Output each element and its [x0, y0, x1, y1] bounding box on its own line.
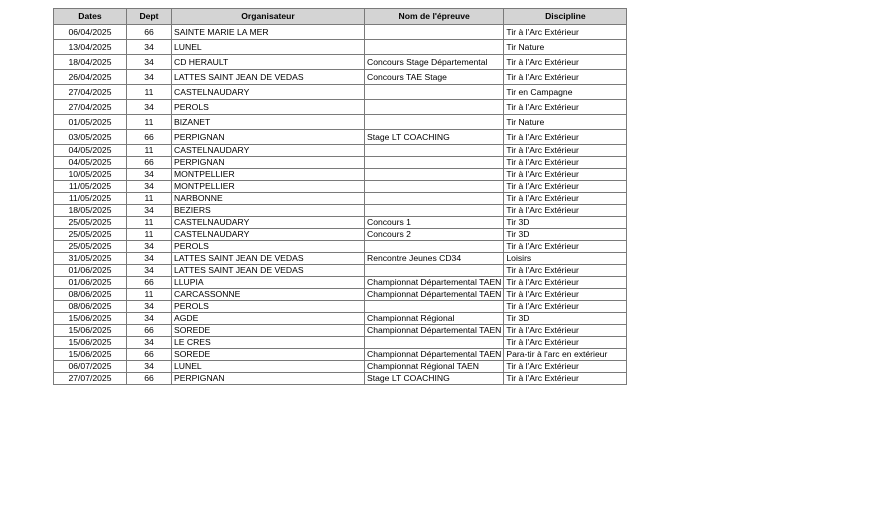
cell-discipline: Loisirs	[504, 253, 627, 265]
cell-discipline: Tir à l'Arc Extérieur	[504, 145, 627, 157]
cell-discipline: Tir 3D	[504, 217, 627, 229]
cell-organisateur: CASTELNAUDARY	[172, 145, 365, 157]
cell-event-name: Rencontre Jeunes CD34	[365, 253, 504, 265]
cell-organisateur: LLUPIA	[172, 277, 365, 289]
cell-organisateur: PEROLS	[172, 100, 365, 115]
cell-organisateur: CASTELNAUDARY	[172, 85, 365, 100]
cell-date: 01/06/2025	[54, 277, 127, 289]
cell-date: 18/05/2025	[54, 205, 127, 217]
table-row	[54, 193, 627, 205]
cell-date: 15/06/2025	[54, 349, 127, 361]
cell-event-name	[365, 205, 504, 217]
cell-organisateur: PERPIGNAN	[172, 157, 365, 169]
cell-discipline: Tir 3D	[504, 229, 627, 241]
cell-discipline: Tir à l'Arc Extérieur	[504, 205, 627, 217]
cell-event-name: Championnat Départemental TAEN	[365, 349, 504, 361]
cell-organisateur: SOREDE	[172, 325, 365, 337]
cell-date: 18/04/2025	[54, 55, 127, 70]
table-row	[54, 55, 627, 70]
table-row	[54, 181, 627, 193]
cell-dept: 66	[127, 349, 172, 361]
cell-organisateur: PERPIGNAN	[172, 373, 365, 385]
cell-dept: 34	[127, 337, 172, 349]
cell-dept: 66	[127, 325, 172, 337]
cell-event-name	[365, 241, 504, 253]
cell-date: 06/07/2025	[54, 361, 127, 373]
cell-event-name	[365, 25, 504, 40]
table-row	[54, 157, 627, 169]
cell-event-name	[365, 301, 504, 313]
cell-dept: 11	[127, 145, 172, 157]
table-row	[54, 361, 627, 373]
cell-dept: 11	[127, 229, 172, 241]
cell-dept: 34	[127, 55, 172, 70]
cell-dept: 66	[127, 130, 172, 145]
cell-organisateur: LATTES SAINT JEAN DE VEDAS	[172, 265, 365, 277]
cell-event-name	[365, 145, 504, 157]
table-row	[54, 373, 627, 385]
cell-discipline: Tir à l'Arc Extérieur	[504, 325, 627, 337]
cell-date: 10/05/2025	[54, 169, 127, 181]
table-row	[54, 301, 627, 313]
cell-dept: 34	[127, 181, 172, 193]
cell-date: 27/04/2025	[54, 100, 127, 115]
cell-event-name	[365, 157, 504, 169]
cell-date: 08/06/2025	[54, 301, 127, 313]
table-row	[54, 325, 627, 337]
cell-date: 06/04/2025	[54, 25, 127, 40]
cell-organisateur: LUNEL	[172, 361, 365, 373]
cell-date: 25/05/2025	[54, 229, 127, 241]
cell-organisateur: BIZANET	[172, 115, 365, 130]
table-row	[54, 169, 627, 181]
cell-discipline: Tir à l'Arc Extérieur	[504, 241, 627, 253]
cell-dept: 66	[127, 25, 172, 40]
cell-dept: 34	[127, 253, 172, 265]
cell-organisateur: NARBONNE	[172, 193, 365, 205]
header-row	[54, 9, 627, 25]
cell-organisateur: PEROLS	[172, 241, 365, 253]
cell-discipline: Tir à l'Arc Extérieur	[504, 277, 627, 289]
cell-date: 27/07/2025	[54, 373, 127, 385]
cell-organisateur: LATTES SAINT JEAN DE VEDAS	[172, 253, 365, 265]
cell-date: 27/04/2025	[54, 85, 127, 100]
cell-organisateur: CASTELNAUDARY	[172, 229, 365, 241]
cell-discipline: Tir à l'Arc Extérieur	[504, 301, 627, 313]
table-row	[54, 277, 627, 289]
table-row	[54, 40, 627, 55]
table-row	[54, 130, 627, 145]
cell-event-name: Concours Stage Départemental	[365, 55, 504, 70]
cell-date: 15/06/2025	[54, 337, 127, 349]
cell-dept: 66	[127, 157, 172, 169]
table-row	[54, 229, 627, 241]
cell-date: 26/04/2025	[54, 70, 127, 85]
cell-organisateur: SOREDE	[172, 349, 365, 361]
cell-discipline: Tir à l'Arc Extérieur	[504, 181, 627, 193]
cell-dept: 34	[127, 100, 172, 115]
table-row	[54, 241, 627, 253]
cell-dept: 11	[127, 193, 172, 205]
cell-discipline: Para-tir à l'arc en extérieur	[504, 349, 627, 361]
cell-event-name	[365, 265, 504, 277]
cell-discipline: Tir à l'Arc Extérieur	[504, 373, 627, 385]
table-row	[54, 145, 627, 157]
table-row	[54, 289, 627, 301]
cell-date: 25/05/2025	[54, 217, 127, 229]
cell-event-name	[365, 40, 504, 55]
cell-date: 13/04/2025	[54, 40, 127, 55]
cell-date: 25/05/2025	[54, 241, 127, 253]
cell-discipline: Tir à l'Arc Extérieur	[504, 25, 627, 40]
cell-date: 31/05/2025	[54, 253, 127, 265]
header-dates: Dates	[54, 9, 127, 25]
table-row	[54, 337, 627, 349]
competition-table	[53, 8, 627, 385]
cell-discipline: Tir à l'Arc Extérieur	[504, 100, 627, 115]
table-row	[54, 25, 627, 40]
cell-date: 04/05/2025	[54, 145, 127, 157]
cell-discipline: Tir à l'Arc Extérieur	[504, 193, 627, 205]
cell-discipline: Tir Nature	[504, 115, 627, 130]
table-row	[54, 349, 627, 361]
cell-dept: 34	[127, 205, 172, 217]
cell-dept: 11	[127, 217, 172, 229]
cell-organisateur: LATTES SAINT JEAN DE VEDAS	[172, 70, 365, 85]
cell-organisateur: CARCASSONNE	[172, 289, 365, 301]
cell-discipline: Tir à l'Arc Extérieur	[504, 361, 627, 373]
cell-event-name: Concours 2	[365, 229, 504, 241]
cell-dept: 34	[127, 361, 172, 373]
cell-discipline: Tir 3D	[504, 313, 627, 325]
table-row	[54, 85, 627, 100]
cell-dept: 34	[127, 313, 172, 325]
cell-discipline: Tir à l'Arc Extérieur	[504, 337, 627, 349]
cell-event-name	[365, 100, 504, 115]
cell-dept: 66	[127, 373, 172, 385]
cell-discipline: Tir à l'Arc Extérieur	[504, 157, 627, 169]
cell-event-name	[365, 193, 504, 205]
cell-dept: 34	[127, 70, 172, 85]
cell-date: 08/06/2025	[54, 289, 127, 301]
header-event-name: Nom de l'épreuve	[365, 9, 504, 25]
cell-date: 15/06/2025	[54, 313, 127, 325]
cell-organisateur: CASTELNAUDARY	[172, 217, 365, 229]
cell-dept: 11	[127, 115, 172, 130]
cell-event-name	[365, 337, 504, 349]
cell-date: 15/06/2025	[54, 325, 127, 337]
cell-discipline: Tir à l'Arc Extérieur	[504, 265, 627, 277]
cell-organisateur: PEROLS	[172, 301, 365, 313]
cell-organisateur: BEZIERS	[172, 205, 365, 217]
table-row	[54, 253, 627, 265]
header-organisateur: Organisateur	[172, 9, 365, 25]
cell-date: 11/05/2025	[54, 193, 127, 205]
cell-event-name: Championnat Régional TAEN	[365, 361, 504, 373]
cell-event-name	[365, 181, 504, 193]
table-row	[54, 205, 627, 217]
cell-organisateur: MONTPELLIER	[172, 169, 365, 181]
cell-dept: 34	[127, 265, 172, 277]
cell-dept: 11	[127, 85, 172, 100]
cell-organisateur: LUNEL	[172, 40, 365, 55]
cell-dept: 11	[127, 289, 172, 301]
cell-date: 11/05/2025	[54, 181, 127, 193]
cell-event-name: Championnat Départemental TAEN	[365, 277, 504, 289]
cell-discipline: Tir à l'Arc Extérieur	[504, 169, 627, 181]
cell-event-name: Championnat Départemental TAEN	[365, 325, 504, 337]
table-row	[54, 100, 627, 115]
cell-discipline: Tir à l'Arc Extérieur	[504, 130, 627, 145]
cell-event-name: Stage LT COACHING	[365, 130, 504, 145]
table-row	[54, 217, 627, 229]
cell-organisateur: PERPIGNAN	[172, 130, 365, 145]
cell-event-name: Concours TAE Stage	[365, 70, 504, 85]
cell-discipline: Tir à l'Arc Extérieur	[504, 289, 627, 301]
table-row	[54, 313, 627, 325]
cell-event-name	[365, 85, 504, 100]
cell-discipline: Tir à l'Arc Extérieur	[504, 70, 627, 85]
cell-dept: 34	[127, 241, 172, 253]
cell-event-name: Championnat Régional	[365, 313, 504, 325]
cell-discipline: Tir Nature	[504, 40, 627, 55]
cell-event-name: Concours 1	[365, 217, 504, 229]
cell-event-name: Championnat Départemental TAEN	[365, 289, 504, 301]
cell-dept: 34	[127, 40, 172, 55]
header-discipline: Discipline	[504, 9, 627, 25]
cell-event-name	[365, 115, 504, 130]
cell-dept: 34	[127, 169, 172, 181]
cell-date: 01/05/2025	[54, 115, 127, 130]
cell-date: 01/06/2025	[54, 265, 127, 277]
cell-discipline: Tir à l'Arc Extérieur	[504, 55, 627, 70]
table-row	[54, 265, 627, 277]
cell-dept: 66	[127, 277, 172, 289]
header-dept: Dept	[127, 9, 172, 25]
cell-date: 04/05/2025	[54, 157, 127, 169]
cell-event-name	[365, 169, 504, 181]
cell-organisateur: MONTPELLIER	[172, 181, 365, 193]
cell-date: 03/05/2025	[54, 130, 127, 145]
cell-organisateur: AGDE	[172, 313, 365, 325]
cell-dept: 34	[127, 301, 172, 313]
table-row	[54, 115, 627, 130]
cell-discipline: Tir en Campagne	[504, 85, 627, 100]
cell-organisateur: SAINTE MARIE LA MER	[172, 25, 365, 40]
table-row	[54, 70, 627, 85]
cell-organisateur: LE CRES	[172, 337, 365, 349]
cell-organisateur: CD HERAULT	[172, 55, 365, 70]
cell-event-name: Stage LT COACHING	[365, 373, 504, 385]
